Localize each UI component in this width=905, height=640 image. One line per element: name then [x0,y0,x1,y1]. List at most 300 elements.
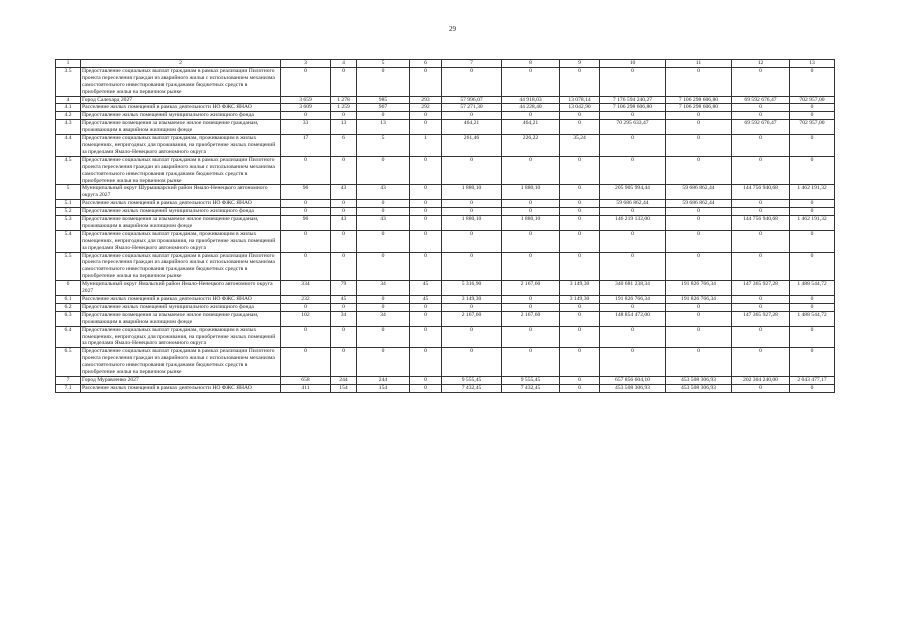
table-cell: 147 365 927,28 [732,281,790,296]
table-cell: 57 996,07 [442,96,502,104]
table-cell: 293 [410,96,442,104]
table-cell: 0 [560,208,600,216]
table-cell: 0 [790,200,835,208]
table-cell: 144 756 940,68 [732,185,790,200]
table-cell: 0 [560,156,600,185]
table-cell: 0 [410,216,442,231]
table-cell: 0 [666,112,732,120]
table-cell: 45 [410,296,442,304]
table-cell: 0 [502,112,560,120]
table-cell: 453 508 306,93 [666,384,732,392]
table-cell: 0 [560,348,600,377]
table-cell: 0 [560,252,600,281]
column-header: 10 [600,60,666,68]
table-cell: 0 [790,135,835,157]
column-header: 6 [410,60,442,68]
row-description-cell: Предоставление жилых помещений муниципального жилищного фонда [81,208,281,216]
table-cell: 0 [560,67,600,96]
table-row [56,120,835,135]
column-header: 4 [331,60,357,68]
row-description-cell: Предоставление возмещения за изымаемое жилое помещение гражданам, проживающим в аварийном жилищном фонде [81,216,281,231]
table-cell: 148 854 472,00 [600,311,666,326]
table-cell: 0 [410,185,442,200]
table-cell: 3 149,30 [560,281,600,296]
table-cell: 0 [442,230,502,252]
table-cell: 79 [331,281,357,296]
row-number-cell: 5.2 [56,208,81,216]
table-cell: 464,21 [502,120,560,135]
row-number-cell: 5.4 [56,230,81,252]
table-row [56,104,835,112]
table-cell: 0 [666,216,732,231]
table-cell: 7 106 298 606,80 [666,104,732,112]
row-number-cell: 4.2 [56,112,81,120]
column-header: 5 [357,60,410,68]
table-cell: 44 228,40 [502,104,560,112]
column-header: 2 [81,60,281,68]
table-cell: 13 [357,120,410,135]
table-cell: 69 592 676,47 [732,96,790,104]
table-cell: 0 [357,200,410,208]
table-cell: 0 [732,326,790,348]
table-cell: 1 [410,135,442,157]
table-cell: 33 [281,120,331,135]
table-cell: 0 [666,120,732,135]
table-cell: 2 167,60 [442,311,502,326]
table-cell: 17 [281,135,331,157]
table-cell: 0 [357,296,410,304]
table-cell: 0 [442,326,502,348]
table-cell: 967 [357,104,410,112]
row-number-cell: 7.1 [56,384,81,392]
table-cell: 191 826 766,34 [666,296,732,304]
table-cell: 0 [790,104,835,112]
table-cell: 0 [410,200,442,208]
row-number-cell: 6.2 [56,303,81,311]
row-number-cell: 4.3 [56,120,81,135]
table-cell: 43 [357,185,410,200]
column-header: 9 [560,60,600,68]
table-cell: 0 [281,200,331,208]
table-cell: 0 [410,376,442,384]
table-cell: 3 609 [281,104,331,112]
table-row [56,326,835,348]
table-cell: 0 [666,348,732,377]
row-description-cell: Расселение жилых помещений в рамках деятельности НО ФЖС ЯНАО [81,296,281,304]
table-cell: 102 [281,311,331,326]
table-cell: 334 [281,281,331,296]
table-cell: 0 [600,156,666,185]
table-cell: 340 681 238,34 [600,281,666,296]
table-cell: 411 [281,384,331,392]
table-cell: 7 432,45 [502,384,560,392]
table-cell: 0 [331,348,357,377]
row-description-cell: Расселение жилых помещений в рамках деятельности НО ФЖС ЯНАО [81,200,281,208]
column-header: 11 [666,60,732,68]
row-number-cell: 6.1 [56,296,81,304]
table-row [56,303,835,311]
row-number-cell: 6 [56,281,81,296]
table-cell: 0 [666,135,732,157]
table-row [56,156,835,185]
table-cell: 0 [410,311,442,326]
table-cell: 0 [502,348,560,377]
table-row [56,348,835,377]
column-header: 7 [442,60,502,68]
table-cell: 0 [281,348,331,377]
table-cell: 43 [331,216,357,231]
table-cell: 0 [732,67,790,96]
table-cell: 985 [357,96,410,104]
page-number: 29 [449,25,456,33]
table-cell: 0 [331,303,357,311]
table-cell: 0 [281,67,331,96]
table-cell: 657 856 604,10 [600,376,666,384]
table-cell: 6 [331,135,357,157]
row-description-cell: Предоставление социальных выплат гражданам в рамках реализации Пилотного проекта переселения граждан из аварийного жилья с использованием механизма самостоятельного инвестирования гражданами бюджетных средств в приобретение жилья на первичном рынке [81,156,281,185]
table-cell: 0 [600,252,666,281]
table-cell: 0 [357,208,410,216]
table-cell: 0 [410,112,442,120]
table-cell: 0 [732,230,790,252]
table-cell: 5 316,90 [442,281,502,296]
table-cell: 0 [600,208,666,216]
table-cell: 0 [410,326,442,348]
table-cell: 226,22 [502,135,560,157]
table-cell: 0 [410,67,442,96]
table-cell: 464,21 [442,120,502,135]
table-row [56,252,835,281]
row-number-cell: 4.4 [56,135,81,157]
table-cell: 0 [357,112,410,120]
table-cell: 43 [357,216,410,231]
table-cell: 0 [502,326,560,348]
table-cell: 0 [600,112,666,120]
table-cell: 0 [442,252,502,281]
table-row [56,311,835,326]
table-cell: 0 [732,384,790,392]
table-cell: 1 278 [331,96,357,104]
table-cell: 0 [560,185,600,200]
table-cell: 59 686 862,44 [666,200,732,208]
table-cell: 261,46 [442,135,502,157]
table-cell: 0 [331,112,357,120]
row-number-cell: 3.5 [56,67,81,96]
table-cell: 0 [600,326,666,348]
row-description-cell: Город Салехард 2027 [81,96,281,104]
table-cell: 57 271,30 [442,104,502,112]
table-cell: 0 [560,216,600,231]
table-cell: 453 508 306,93 [666,376,732,384]
table-cell: 154 [357,384,410,392]
table-cell: 702 957,00 [790,96,835,104]
table-cell: 202 304 240,00 [732,376,790,384]
row-description-cell: Предоставление жилых помещений муниципального жилищного фонда [81,112,281,120]
table-cell: 0 [560,376,600,384]
table-row [56,376,835,384]
table-cell: 0 [331,208,357,216]
table-cell: 13 042,90 [560,104,600,112]
table-cell: 205 905 994,44 [600,185,666,200]
table-cell: 0 [410,156,442,185]
table-cell: 13 078,14 [560,96,600,104]
table-row [56,296,835,304]
table-cell: 34 [331,311,357,326]
table-row [56,216,835,231]
table-cell: 0 [790,303,835,311]
row-description-cell: Расселение жилых помещений в рамках деятельности НО ФЖС ЯНАО [81,104,281,112]
row-description-cell: Предоставление социальных выплат гражданам в рамках реализации Пилотного проекта переселения граждан из аварийного жилья с использованием механизма самостоятельного инвестирования гражданами бюджетных средств в приобретение жилья на первичном рынке [81,348,281,377]
table-cell: 0 [600,67,666,96]
table-row [56,185,835,200]
row-description-cell: Предоставление социальных выплат гражданам в рамках реализации Пилотного проекта переселения граждан из аварийного жилья с использованием механизма самостоятельного инвестирования гражданами бюджетных средств в приобретение жилья на первичном рынке [81,67,281,96]
column-header: 13 [790,60,835,68]
table-cell: 0 [331,67,357,96]
row-description-cell: Предоставление возмещения за изымаемое жилое помещение гражданам, проживающим в аварийном жилищном фонде [81,120,281,135]
table-cell: 1 462 191,32 [790,216,835,231]
table-cell: 0 [560,303,600,311]
table-cell: 0 [732,348,790,377]
row-description-cell: Расселение жилых помещений в рамках деятельности НО ФЖС ЯНАО [81,384,281,392]
table-cell: 0 [281,303,331,311]
table-cell: 45 [331,296,357,304]
table-cell: 0 [666,67,732,96]
table-cell: 0 [281,208,331,216]
table-cell: 0 [790,230,835,252]
table-cell: 0 [281,252,331,281]
table-cell: 0 [281,112,331,120]
table-cell: 69 592 676,47 [732,120,790,135]
table-cell: 34 [357,311,410,326]
table-cell: 0 [410,230,442,252]
table-cell: 59 686 862,44 [600,200,666,208]
table-cell: 0 [560,326,600,348]
table-cell: 0 [331,252,357,281]
table-cell: 0 [357,156,410,185]
table-cell: 0 [410,252,442,281]
row-number-cell: 7 [56,376,81,384]
table-cell: 44 918,03 [502,96,560,104]
table-cell: 0 [502,200,560,208]
table-cell: 0 [560,112,600,120]
table-cell: 0 [410,303,442,311]
row-number-cell: 6.3 [56,311,81,326]
table-row [56,112,835,120]
table-cell: 0 [790,252,835,281]
row-number-cell: 6.5 [56,348,81,377]
table-cell: 59 686 862,44 [666,185,732,200]
table-row [56,208,835,216]
table-cell: 35,24 [560,135,600,157]
table-cell: 0 [357,303,410,311]
table-cell: 3 149,30 [442,296,502,304]
table-cell: 0 [666,208,732,216]
table-cell: 0 [790,296,835,304]
table-cell: 0 [410,208,442,216]
table-cell: 0 [410,120,442,135]
table-cell: 96 [281,185,331,200]
table-cell: 0 [790,208,835,216]
table-cell: 7 176 594 240,27 [600,96,666,104]
table-cell: 0 [357,230,410,252]
table-cell: 70 295 633,47 [600,120,666,135]
table-cell: 147 365 927,28 [732,311,790,326]
table-cell: 0 [357,348,410,377]
row-description-cell: Муниципальный округ Ямальский район Ямало-Ненецкого автономного округа 2027 [81,281,281,296]
table-cell: 1 880,10 [502,185,560,200]
table-cell: 0 [331,156,357,185]
table-cell: 0 [790,67,835,96]
column-header: 12 [732,60,790,68]
table-row [56,135,835,157]
table-cell: 244 [331,376,357,384]
table-cell: 1 880,10 [502,216,560,231]
data-table [55,59,835,393]
table-cell: 3 149,30 [560,296,600,304]
table-cell: 0 [442,156,502,185]
table-cell: 0 [560,230,600,252]
column-header: 3 [281,60,331,68]
table-cell: 0 [560,384,600,392]
table-cell: 0 [560,120,600,135]
table-cell: 1 488 544,72 [790,311,835,326]
table-cell: 0 [732,303,790,311]
table-cell: 0 [732,112,790,120]
table-cell: 0 [790,348,835,377]
table-cell: 0 [560,311,600,326]
row-number-cell: 5.3 [56,216,81,231]
table-cell: 43 [331,185,357,200]
row-description-cell: Предоставление возмещения за изымаемое жилое помещение гражданам, проживающим в аварийном жилищном фонде [81,311,281,326]
table-cell: 146 219 132,00 [600,216,666,231]
table-cell: 3 659 [281,96,331,104]
table-row [56,384,835,392]
table-cell: 0 [666,252,732,281]
table-cell: 0 [442,208,502,216]
table-cell: 0 [732,200,790,208]
table-cell: 0 [442,200,502,208]
table-cell: 0 [357,252,410,281]
table-cell: 0 [600,348,666,377]
table-cell: 0 [502,156,560,185]
table-cell: 0 [666,230,732,252]
row-number-cell: 5.1 [56,200,81,208]
table-cell: 0 [666,303,732,311]
table-cell: 144 756 940,68 [732,216,790,231]
row-description-cell: Предоставление социальных выплат гражданам в рамках реализации Пилотного проекта переселения граждан из аварийного жилья с использованием механизма самостоятельного инвестирования гражданами бюджетных средств в приобретение жилья на первичном рынке [81,252,281,281]
table-cell: 0 [666,326,732,348]
table-cell: 0 [732,104,790,112]
table-cell: 0 [666,311,732,326]
table-cell: 0 [331,200,357,208]
table-cell: 0 [281,156,331,185]
table-cell: 7 432,45 [442,384,502,392]
table-cell: 0 [442,303,502,311]
table-cell: 0 [357,326,410,348]
table-cell: 0 [732,252,790,281]
table-cell: 0 [600,303,666,311]
table-cell: 0 [442,348,502,377]
table-cell: 232 [281,296,331,304]
table-cell: 0 [790,326,835,348]
table-cell: 0 [410,348,442,377]
table-cell: 0 [666,156,732,185]
row-number-cell: 4.5 [56,156,81,185]
table-row [56,230,835,252]
table-cell: 154 [331,384,357,392]
table-row [56,281,835,296]
table-cell: 0 [790,112,835,120]
table-cell: 0 [502,303,560,311]
table-cell: 0 [732,208,790,216]
row-number-cell: 5.5 [56,252,81,281]
table-cell: 0 [732,135,790,157]
table-cell: 9 555,45 [502,376,560,384]
table-cell: 1 462 191,32 [790,185,835,200]
table-row [56,200,835,208]
table-cell: 45 [410,281,442,296]
row-description-cell: Город Муравленко 2027 [81,376,281,384]
table-cell: 0 [442,67,502,96]
table-cell: 2 043 477,17 [790,376,835,384]
table-cell: 0 [502,252,560,281]
table-cell: 2 167,60 [502,281,560,296]
table-cell: 34 [357,281,410,296]
row-description-cell: Предоставление жилых помещений муниципального жилищного фонда [81,303,281,311]
table-cell: 0 [331,230,357,252]
table-cell: 658 [281,376,331,384]
table-cell: 0 [732,156,790,185]
table-cell: 0 [502,208,560,216]
row-number-cell: 5 [56,185,81,200]
table-cell: 702 957,00 [790,120,835,135]
row-number-cell: 4.1 [56,104,81,112]
table-cell: 0 [790,156,835,185]
table-cell: 1 488 544,72 [790,281,835,296]
table-header-row [56,60,835,68]
table-cell: 0 [281,326,331,348]
table-cell: 453 508 306,93 [600,384,666,392]
table-cell: 0 [502,67,560,96]
table-cell: 0 [790,384,835,392]
table-cell: 0 [600,135,666,157]
table-cell: 0 [281,230,331,252]
table-cell: 0 [410,384,442,392]
table-cell: 1 880,10 [442,216,502,231]
row-description-cell: Предоставление социальных выплат гражданам, проживающим в жилых помещениях, непригодных для проживания, на приобретение жилых помещений за пределами Ямало-Ненецкого автономного округа [81,230,281,252]
row-description-cell: Предоставление социальных выплат гражданам, проживающим в жилых помещениях, непригодных для проживания, на приобретение жилых помещений за пределами Ямало-Ненецкого автономного округа [81,326,281,348]
row-number-cell: 6.4 [56,326,81,348]
table-row [56,67,835,96]
table-cell: 96 [281,216,331,231]
table-cell: 0 [502,230,560,252]
column-header: 1 [56,60,81,68]
table-cell: 191 826 766,34 [600,296,666,304]
table-cell: 0 [331,326,357,348]
table-cell: 7 106 298 606,80 [600,104,666,112]
table-cell: 7 106 298 606,80 [666,96,732,104]
row-number-cell: 4 [56,96,81,104]
table-cell: 0 [357,67,410,96]
table-cell: 1 259 [331,104,357,112]
table-cell: 244 [357,376,410,384]
table-row [56,96,835,104]
row-description-cell: Муниципальный округ Шурышкарский район Ямало-Ненецкого автономного округа 2027 [81,185,281,200]
table-cell: 5 [357,135,410,157]
table-cell: 0 [442,112,502,120]
table-cell: 292 [410,104,442,112]
table-cell: 1 880,10 [442,185,502,200]
